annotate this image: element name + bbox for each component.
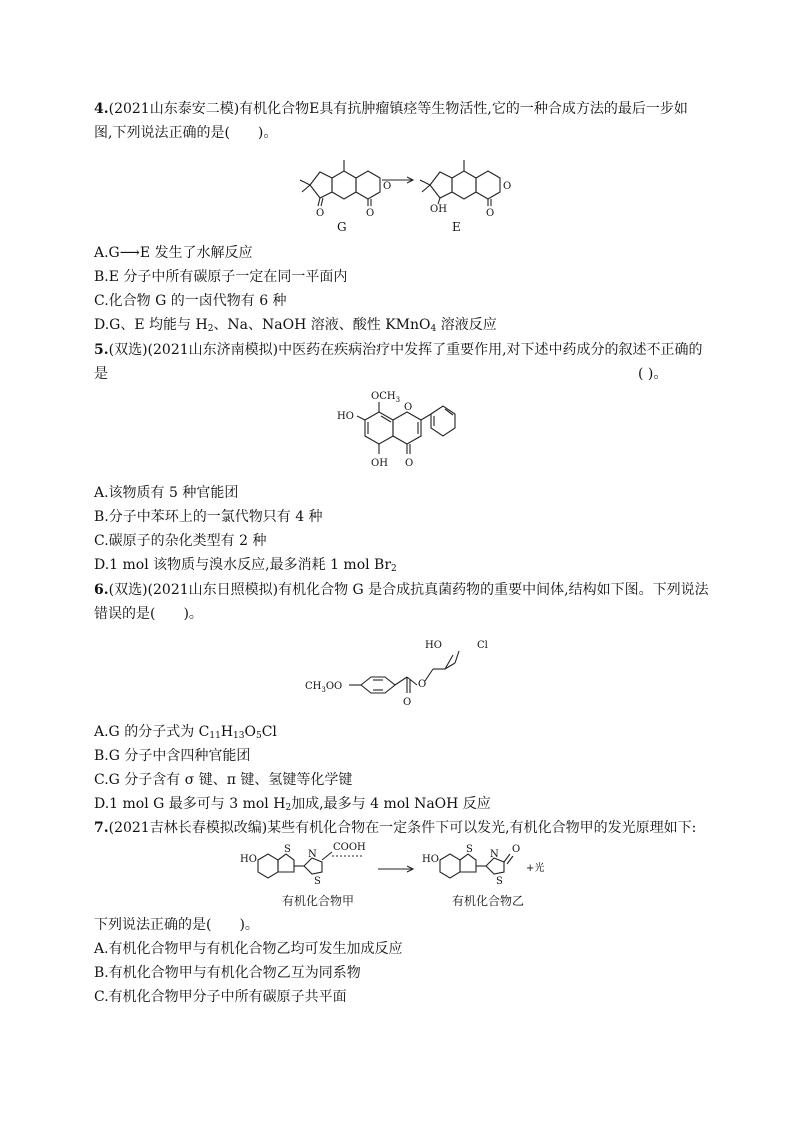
q7-luminescence-scheme	[240, 840, 590, 890]
q6-stem-line1: 6.(双选)(2021山东日照模拟)有机化合物 G 是合成抗真菌药物的重要中间体,结构如下图。下列说法	[94, 582, 709, 598]
q5-option-a: A.该物质有 5 种官能团	[94, 485, 239, 501]
q5-ring-o: O	[404, 402, 413, 413]
q7-jia-cooh: COOH	[333, 842, 366, 853]
q7-option-c: C.有机化合物甲分子中所有碳原子共平面	[94, 989, 347, 1005]
q4-option-a: A.G⟶E 发生了水解反应	[94, 245, 253, 261]
q4-e-ring-o: O	[503, 181, 512, 192]
q6-option-b: B.G 分子中含四种官能团	[94, 748, 251, 764]
q6-ester-o: O	[418, 679, 427, 690]
q5-flavone-structure	[335, 390, 475, 480]
q5-stem-line1: 5.(双选)(2021山东济南模拟)中医药在疾病治疗中发挥了重要作用,对下述中药成分的叙述不正确的	[94, 342, 703, 358]
q5-number: 5.	[94, 342, 109, 358]
q4-label-e: E	[452, 220, 461, 234]
q5-stem-line2: 是	[94, 366, 108, 382]
q4-option-b: B.E 分子中所有碳原子一定在同一平面内	[94, 269, 348, 285]
q4-stem-line1: 4.(2021山东泰安二模)有机化合物E具有抗肿瘤镇痉等生物活性,它的一种合成方法的最后一步如	[94, 101, 688, 117]
q6-number: 6.	[94, 582, 109, 598]
q4-number: 4.	[94, 101, 109, 117]
q4-e-hydroxyl: OH	[430, 204, 447, 215]
q6-option-d: D.1 mol G 最多可与 3 mol $H_2$加成,最多与 4 mol NaOH 反应	[94, 796, 491, 813]
q4-option-c: C.化合物 G 的一卤代物有 6 种	[94, 293, 287, 309]
q6-methoxy: $CH_3OO$	[305, 681, 343, 694]
q7-jia-n: N	[308, 849, 317, 860]
q5-option-b: B.分子中苯环上的一氯代物只有 4 种	[94, 509, 323, 525]
q4-g-lactone-o: O	[366, 208, 375, 219]
q4-option-d: D.G、E 均能与 $H_2$、Na、NaOH 溶液、酸性 KMnO$_4$ 溶液反应	[94, 317, 497, 334]
q5-och3: $OCH_3$	[371, 391, 401, 404]
q7-yi-n: N	[490, 849, 499, 860]
q5-ho: HO	[337, 411, 354, 422]
q4-g-ring-o: O	[383, 181, 392, 192]
q5-answer-paren: ( )。	[638, 366, 668, 382]
q6-carbonyl-o: O	[403, 697, 412, 708]
q5-option-c: C.碳原子的杂化类型有 2 种	[94, 533, 267, 549]
q4-stem-line2: 图,下列说法正确的是( )。	[94, 125, 278, 141]
q5-option-d: D.1 mol 该物质与溴水反应,最多消耗 1 mol $Br_2$	[94, 557, 397, 574]
q7-label-jia: 有机化合物甲	[282, 894, 355, 908]
q5-ketone-o: O	[405, 458, 414, 469]
q6-cl: Cl	[477, 640, 488, 651]
q7-jia-s2: S	[314, 876, 321, 887]
q6-ester-structure	[305, 633, 525, 713]
q7-yi-s2: S	[496, 876, 503, 887]
q7-option-b: B.有机化合物甲与有机化合物乙互为同系物	[94, 965, 361, 981]
q4-e-lactone-o: O	[486, 208, 495, 219]
q6-option-c: C.G 分子含有 σ 键、π 键、氢键等化学键	[94, 772, 353, 788]
q7-stem-line2: 下列说法正确的是( )。	[94, 917, 259, 933]
q5-oh: OH	[371, 458, 388, 469]
q7-plus-light: +光	[526, 863, 545, 874]
q4-g-ketone-o: O	[316, 208, 325, 219]
q7-stem-line1: 7.(2021吉林长春模拟改编)某些有机化合物在一定条件下可以发光,有机化合物甲的发光原理如下:	[94, 820, 697, 836]
q6-ho: HO	[425, 640, 442, 651]
q7-number: 7.	[94, 820, 109, 836]
q7-label-yi: 有机化合物乙	[452, 894, 525, 908]
q6-option-a: A.G 的分子式为 $C_{11}H_{13}O_5Cl$	[94, 724, 277, 741]
q7-yi-s1: S	[466, 844, 473, 855]
q7-option-a: A.有机化合物甲与有机化合物乙均可发生加成反应	[94, 941, 403, 957]
q4-label-g: G	[337, 220, 347, 234]
q7-yi-o: O	[512, 844, 521, 855]
q7-yi-ho: HO	[422, 854, 439, 865]
q6-stem-line2: 错误的是( )。	[94, 606, 203, 622]
q7-jia-ho: HO	[240, 854, 257, 865]
q7-jia-s1: S	[284, 844, 291, 855]
q4-reaction-scheme	[290, 150, 520, 220]
